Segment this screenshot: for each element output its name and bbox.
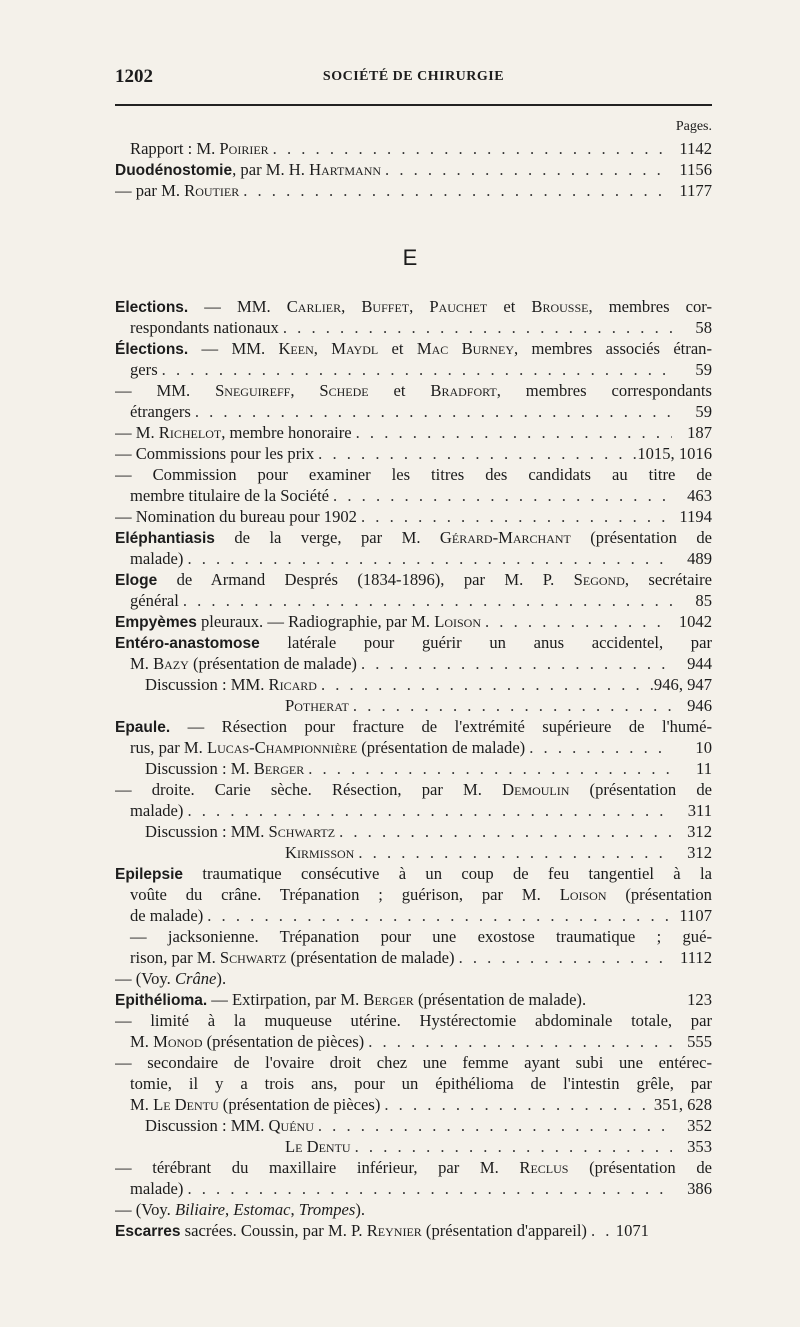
- entry-heading: Duodénostomie: [115, 162, 233, 179]
- page-ref: 1177: [679, 181, 712, 200]
- index-entry: Epaule. — Résection pour fracture de l'extrémité supérieure de l'humé-: [115, 717, 712, 736]
- index-entry-cont: malade) . . . 386: [115, 1178, 712, 1199]
- index-entry: — secondaire de l'ovaire droit chez une femme ayant subi une entérec-: [115, 1053, 712, 1072]
- index-entry: — Nomination du bureau pour 1902 . . . 1194: [115, 506, 712, 527]
- top-entries: [115, 138, 712, 201]
- page-header: [115, 66, 712, 90]
- index-entry-cont: M. Monod (présentation de pièces) . . . 555: [115, 1031, 712, 1052]
- index-entry-cont: étrangers . . . 59: [115, 401, 712, 422]
- discussion-entry: Le Dentu . . . 353: [115, 1136, 712, 1157]
- section-letter: E: [402, 245, 418, 270]
- discussion-entry: Kirmisson . . . 312: [115, 842, 712, 863]
- discussion-entry: Discussion : MM. Quénu . . . 352: [115, 1115, 712, 1136]
- index-entry: — jacksonienne. Trépanation pour une exostose traumatique ; gué-: [130, 927, 712, 946]
- index-entry-cont: voûte du crâne. Trépanation ; guérison, par M. Loison (présentation: [130, 885, 712, 904]
- index-entry-cont: malade) . . . 489: [115, 548, 712, 569]
- index-entry: Rapport : M. Poirier . . . 1142: [115, 138, 712, 159]
- page-ref: 1142: [679, 139, 712, 158]
- discussion-entry: Discussion : M. Berger . . . 11: [115, 758, 712, 779]
- discussion-entry: Discussion : MM. Schwartz . . . 312: [115, 821, 712, 842]
- index-entry-cont: malade) . . . 311: [115, 800, 712, 821]
- header-rule: [115, 104, 712, 106]
- index-entry: Empyèmes pleuraux. — Radiographie, par M. Loison . . . 1042: [115, 611, 712, 632]
- index-entry: Elections. — MM. Carlier, Buffet, Pauchet et Brousse, membres cor-: [115, 297, 712, 316]
- index-entry: — Commission pour examiner les titres des candidats au titre de: [115, 465, 712, 484]
- index-entry: Élections. — MM. Keen, Maydl et Mac Burney, membres associés étran-: [115, 339, 712, 358]
- index-entry-cont: M. Bazy (présentation de malade) . . . 944: [115, 653, 712, 674]
- discussion-entry: Potherat . . . 946: [115, 695, 712, 716]
- index-entry-cont: rison, par M. Schwartz (présentation de malade) . . . 1112: [115, 947, 712, 968]
- page-number: 1202: [115, 66, 153, 87]
- index-entry: — Commissions pour les prix . . . 1015, 1016: [115, 443, 712, 464]
- index-entry-cont: de malade) . . . 1107: [115, 905, 712, 926]
- index-entry: Eléphantiasis de la verge, par M. Gérard-Marchant (présentation de: [115, 528, 712, 547]
- index-entry: — par M. Routier . . . 1177: [115, 180, 712, 201]
- index-entry: — droite. Carie sèche. Résection, par M. Demoulin (présentation de: [115, 780, 712, 799]
- index-entry: Entéro-anastomose latérale pour guérir un anus accidentel, par: [115, 633, 712, 652]
- index-entry: Epithélioma. — Extirpation, par M. Berger (présentation de malade). 123: [115, 990, 712, 1009]
- index-entry: Escarres sacrées. Coussin, par M. P. Reynier (présentation d'appareil) . . . 1071: [115, 1220, 712, 1241]
- index-entry-cont: respondants nationaux . . . 58: [115, 317, 712, 338]
- index-entry-cont: M. Le Dentu (présentation de pièces) . . . 351, 628: [115, 1094, 712, 1115]
- index-entry-cont: tomie, il y a trois ans, pour un épithélioma de l'intestin grêle, par: [130, 1074, 712, 1093]
- cross-reference: — (Voy. Crâne).: [115, 969, 227, 988]
- index-entry: — térébrant du maxillaire inférieur, par M. Reclus (présentation de: [115, 1158, 712, 1177]
- cross-reference: — (Voy. Biliaire, Estomac, Trompes).: [115, 1200, 366, 1219]
- index-entry: Epilepsie traumatique consécutive à un coup de feu tangentiel à la: [115, 864, 712, 883]
- index-entry-cont: membre titulaire de la Société . . . 463: [115, 485, 712, 506]
- index-entry: Eloge de Armand Després (1834-1896), par M. P. Segond, secrétaire: [115, 570, 712, 589]
- index-entry-cont: gers . . . 59: [115, 359, 712, 380]
- pages-column-label: Pages.: [675, 119, 712, 134]
- index-entry-cont: rus, par M. Lucas-Championnière (présentation de malade) . . . 10: [115, 737, 712, 758]
- index-entry-cont: général . . . 85: [115, 590, 712, 611]
- discussion-entry: Discussion : MM. Ricard . . . 946, 947: [115, 674, 712, 695]
- page-ref: 1156: [679, 160, 712, 179]
- index-entry: — MM. Sneguireff, Schede et Bradfort, membres correspondants: [115, 381, 712, 400]
- index-entry: — M. Richelot, membre honoraire . . . 187: [115, 422, 712, 443]
- running-title: SOCIÉTÉ DE CHIRURGIE: [322, 69, 505, 84]
- index-entry: Duodénostomie, par M. H. Hartmann . . . 1156: [115, 159, 712, 180]
- index-entries-e: [115, 296, 712, 1241]
- index-entry: — limité à la muqueuse utérine. Hystérectomie abdominale totale, par: [115, 1011, 712, 1030]
